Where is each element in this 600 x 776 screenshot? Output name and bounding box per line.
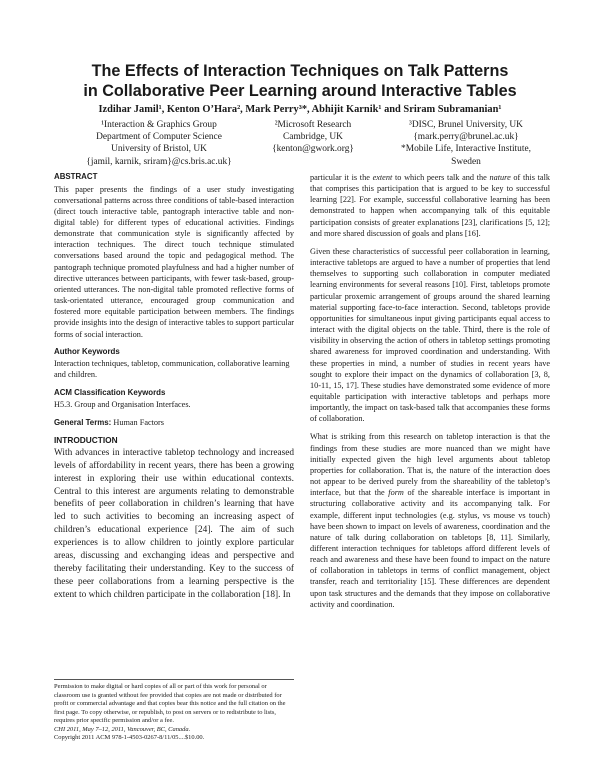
right-column <box>310 172 550 617</box>
acm-heading: ACM Classification Keywords <box>54 387 166 397</box>
acm-text: H5.3. Group and Organisation Interfaces. <box>54 400 191 409</box>
footnote-divider <box>54 679 294 680</box>
title-line-2: in Collaborative Peer Learning around Interactive Tables <box>83 82 517 100</box>
keywords-heading: Author Keywords <box>54 346 120 356</box>
abstract-heading: ABSTRACT <box>54 172 98 181</box>
affiliation-bristol: ¹Interaction & Graphics Group Department of Computer Science University of Bristol, UK {jamil, karnik, sriram}@cs.bris.ac.uk} <box>86 120 232 167</box>
venue-line: CHI 2011, May 7–12, 2011, Vancouver, BC, Canada. <box>54 725 191 733</box>
author-list: Izdihar Jamil¹, Kenton O’Hara², Mark Perry³*, Abhijit Karnik¹ and Sriram Subramanian¹ <box>98 104 502 115</box>
abstract-text: This paper presents the findings of a user study investigating conversational patterns across three conditions of table-based interaction (direct touch interactive table, pantograph interactive table and non-digital table) for different types of educational activities. Findings demonstrate that communication style is significantly affected by interaction techniques. The direct touch technique stimulated conversations based around the topic and pedagogical method. The pantograph technique promoted playfulness and had a higher number of directive utterances between participants, with fewer task-based, group-oriented utterances. The non-digital table promoted reflective forms of task-orientated utterance, encouraged group communication and fostered more equitable participation between members. The findings provide insights into the design of interactive tables to support particular forms of social interaction. <box>54 184 294 339</box>
permission-notice <box>54 683 294 743</box>
introduction-text: With advances in interactive tabletop technology and increased levels of affordability in recent years, there has been a growing interest in exploring their use within educational contexts. Central to this interest are arguments relating to demonstrable benefits of peer collaboration in children’s learning that have led to such activities to becoming an increasing aspect of children’s educational experience [24]. The aim of such experiences is to allow children to jointly explore particular areas, discussing and exchanging ideas and perspective and thereby facilitating their understanding. Key to the success of these peer collaborations from a learning perspective is the extent to which children participate in the collaboration [18]. In <box>54 447 294 600</box>
general-terms-label: General Terms: <box>54 418 112 428</box>
general-terms-text: Human Factors <box>113 418 165 428</box>
title-line-1: The Effects of Interaction Techniques on Talk Patterns <box>91 62 509 80</box>
right-paragraph-3: What is striking from this research on tabletop interaction is that the findings from these studies are more nuanced than we might have initially expected given the high level arguments about tabletop properties for collaboration. That is, the nature of the interaction does not appear to be derived purely from the shareability of the tabletop’s interface, but that the form of the shareable interface is important in structuring collaborative activity and its accompanying talk. For example, different input technologies (e.g. stylus, vs mouse vs touch) have been shown to impact on levels of awareness, coordination and the nature of talk during collaboration on tabletops [8, 11]. Similarly, different interaction techniques for tabletops afford different levels of reach and awareness and these have been found to impact on the nature of collaboration in tabletops in terms of conflict management, object transfer, reach and territoriality [15]. These differences are dependent upon task structures and the demands that they impose on collaborative activity and coordination. <box>310 432 551 609</box>
permission-text: Permission to make digital or hard copies of all or part of this work for personal or classroom use is granted without fee provided that copies are not made or distributed for profit or commercial advantage and that copies bear this notice and the full citation on the first page. To copy otherwise, or republish, to post on servers or to redistribute to lists, requires prior specific permission and/or a fee. <box>54 683 286 724</box>
introduction-heading: INTRODUCTION <box>54 435 118 446</box>
affiliation-brunel: ³DISC, Brunel University, UK {mark.perry@brunel.ac.uk} *Mobile Life, Interactive Institute, Sweden <box>401 120 531 167</box>
copyright-line: Copyright 2011 ACM 978-1-4503-0267-8/11/05....$10.00. <box>54 734 205 741</box>
affiliation-microsoft: ²Microsoft Research Cambridge, UK {kenton@gwork.org} <box>272 120 354 155</box>
general-terms <box>54 417 294 428</box>
paper-title <box>40 61 560 101</box>
keywords-text: Interaction techniques, tabletop, communication, collaborative learning and children. <box>54 359 290 380</box>
right-paragraph-2: Given these characteristics of successful peer collaboration in learning, interactive tabletops are argued to have a number of properties that lend themselves to supporting such collaboration in computer mediated learning environments for several reasons [10]. First, tabletops promote particular proxemic arrangement of groups around the shared learning material supporting face-to-face interaction. Second, tabletops provide opportunities for simultaneous input giving participants equal access to interact with the digital objects on the table. Third, there is the role of visibility in observing the action of others in tabletop settings promoting shared awareness for improved coordination and understanding. With these properties in mind, a number of studies in recent years have sought to explore their impact on the dynamics of collaboration [3, 8, 10-11, 15, 17]. These studies have demonstrated some evidence of more equitable participation with interactive tabletops and perhaps more importantly, the impact on task-based talk that accompanies these forms of collaboration. <box>310 246 550 424</box>
right-paragraph-1: particular it is the extent to which peers talk and the nature of this talk that comprises this participation that is argued to be key to successful learning [22]. For example, successful collaborative learning has been demonstrated to happen when accompanying talk of this equitable participation consists of greater explanations [23], clarifications [5, 12]; and more shared discussion of goals and plans [16]. <box>310 173 550 238</box>
left-column <box>54 172 294 609</box>
